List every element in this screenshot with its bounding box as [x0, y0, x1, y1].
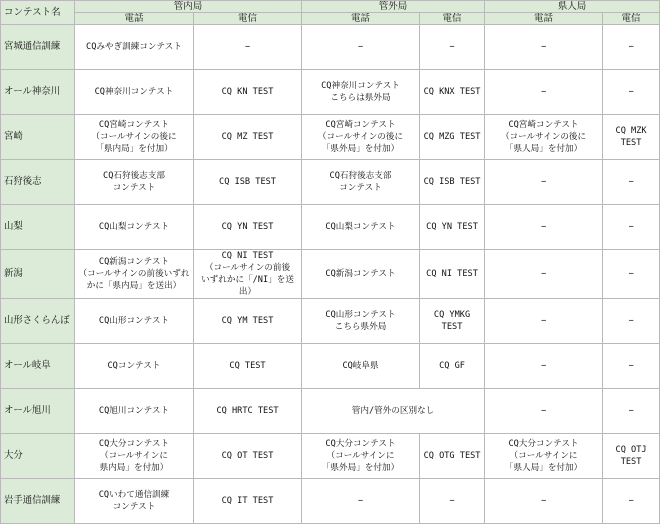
contest-name-cell: オール旭川	[1, 389, 75, 434]
table-cell: CQ MZ TEST	[194, 115, 302, 160]
table-row	[1, 205, 660, 250]
table-cell: CQ神奈川コンテスト こちらは県外局	[302, 70, 420, 115]
table-cell: CQ MZG TEST	[420, 115, 485, 160]
table-cell: CQ MZK TEST	[603, 115, 660, 160]
table-cell: CQ山形コンテスト	[75, 299, 194, 344]
table-cell: −	[485, 344, 603, 389]
table-cell: −	[485, 389, 603, 434]
table-cell: CQ KN TEST	[194, 70, 302, 115]
table-cell: CQ NI TEST （コールサインの前後 いずれかに「/NI」を送出）	[194, 250, 302, 299]
table-cell: CQ宮崎コンテスト （コールサインの後に 「県外局」を付加）	[302, 115, 420, 160]
table-cell: CQ NI TEST	[420, 250, 485, 299]
table-cell: CQ TEST	[194, 344, 302, 389]
table-row	[1, 434, 660, 479]
table-row	[1, 250, 660, 299]
contest-name-cell: 岩手通信訓練	[1, 479, 75, 524]
table-cell: CQ旭川コンテスト	[75, 389, 194, 434]
group-header-kangai: 管外局	[302, 1, 485, 13]
table-cell: CQ大分コンテスト （コールサインに 「県人局」を付加）	[485, 434, 603, 479]
header-row-modes	[1, 13, 660, 25]
contest-name-cell: 宮城通信訓練	[1, 25, 75, 70]
table-cell: CQ OT TEST	[194, 434, 302, 479]
table-cell: CQ HRTC TEST	[194, 389, 302, 434]
table-cell: CQいわて通信訓練 コンテスト	[75, 479, 194, 524]
table-cell: CQ山梨コンテスト	[75, 205, 194, 250]
table-cell: −	[603, 160, 660, 205]
table-cell: −	[603, 299, 660, 344]
group-header-kenjin: 県人局	[485, 1, 660, 13]
table-cell: CQ石狩後志支部 コンテスト	[302, 160, 420, 205]
table-row	[1, 115, 660, 160]
table-cell: −	[603, 479, 660, 524]
table-cell: −	[485, 250, 603, 299]
table-cell: CQ大分コンテスト （コールサインに 「県外局」を付加）	[302, 434, 420, 479]
table-cell: CQ神奈川コンテスト	[75, 70, 194, 115]
table-row	[1, 25, 660, 70]
contest-name-cell: 山梨	[1, 205, 75, 250]
table-cell: −	[485, 25, 603, 70]
table-cell: −	[302, 479, 420, 524]
header-row-groups	[1, 1, 660, 13]
table-cell: CQ YM TEST	[194, 299, 302, 344]
table-row	[1, 299, 660, 344]
table-row	[1, 479, 660, 524]
table-cell: −	[485, 205, 603, 250]
contest-name-cell: 新潟	[1, 250, 75, 299]
contest-name-cell: オール神奈川	[1, 70, 75, 115]
table-cell: −	[302, 25, 420, 70]
table-cell: CQ ISB TEST	[194, 160, 302, 205]
table-cell: CQ KNX TEST	[420, 70, 485, 115]
table-row	[1, 70, 660, 115]
table-cell: CQ GF	[420, 344, 485, 389]
table-row	[1, 389, 660, 434]
contest-name-cell: 山形さくらんぼ	[1, 299, 75, 344]
table-cell: CQ山梨コンテスト	[302, 205, 420, 250]
table-cell: −	[603, 205, 660, 250]
table-cell: CQ宮崎コンテスト （コールサインの後に 「県内局」を付加）	[75, 115, 194, 160]
mode-header-cw: 電信	[420, 13, 485, 25]
mode-header-phone: 電話	[485, 13, 603, 25]
mode-header-phone: 電話	[302, 13, 420, 25]
table-cell: −	[603, 250, 660, 299]
contest-name-cell: 石狩後志	[1, 160, 75, 205]
contest-name-header: コンテスト名	[1, 1, 75, 25]
table-cell: CQみやぎ訓練コンテスト	[75, 25, 194, 70]
table-cell: CQ大分コンテスト （コールサインに 県内局」を付加）	[75, 434, 194, 479]
table-cell: CQ YN TEST	[194, 205, 302, 250]
table-cell: −	[485, 299, 603, 344]
table-cell: CQ YMKG TEST	[420, 299, 485, 344]
table-row	[1, 160, 660, 205]
table-cell: −	[420, 25, 485, 70]
table-cell: CQ OTJ TEST	[603, 434, 660, 479]
table-cell: CQ IT TEST	[194, 479, 302, 524]
table-cell: CQ新潟コンテスト （コールサインの前後いずれ かに「県内局」を送出）	[75, 250, 194, 299]
table-cell: −	[485, 70, 603, 115]
table-cell: −	[603, 389, 660, 434]
table-cell: CQ ISB TEST	[420, 160, 485, 205]
merged-cell: 管内/管外の区別なし	[302, 389, 485, 434]
contest-name-cell: 宮崎	[1, 115, 75, 160]
table-cell: −	[420, 479, 485, 524]
mode-header-cw: 電信	[603, 13, 660, 25]
table-cell: −	[485, 479, 603, 524]
table-cell: CQ新潟コンテスト	[302, 250, 420, 299]
table-cell: CQ石狩後志支部 コンテスト	[75, 160, 194, 205]
table-cell: CQ岐阜県	[302, 344, 420, 389]
table-cell: CQ OTG TEST	[420, 434, 485, 479]
table-cell: −	[194, 25, 302, 70]
table-cell: CQ YN TEST	[420, 205, 485, 250]
contest-name-cell: 大分	[1, 434, 75, 479]
mode-header-cw: 電信	[194, 13, 302, 25]
table-cell: CQ宮崎コンテスト （コールサインの後に 「県人局」を付加）	[485, 115, 603, 160]
table-row	[1, 344, 660, 389]
mode-header-phone: 電話	[75, 13, 194, 25]
table-cell: −	[603, 344, 660, 389]
table-cell: −	[603, 25, 660, 70]
table-cell: −	[603, 70, 660, 115]
table-cell: CQ山形コンテスト こちら県外局	[302, 299, 420, 344]
contest-name-cell: オール岐阜	[1, 344, 75, 389]
table-cell: CQコンテスト	[75, 344, 194, 389]
group-header-kannai: 管内局	[75, 1, 302, 13]
table-cell: −	[485, 160, 603, 205]
